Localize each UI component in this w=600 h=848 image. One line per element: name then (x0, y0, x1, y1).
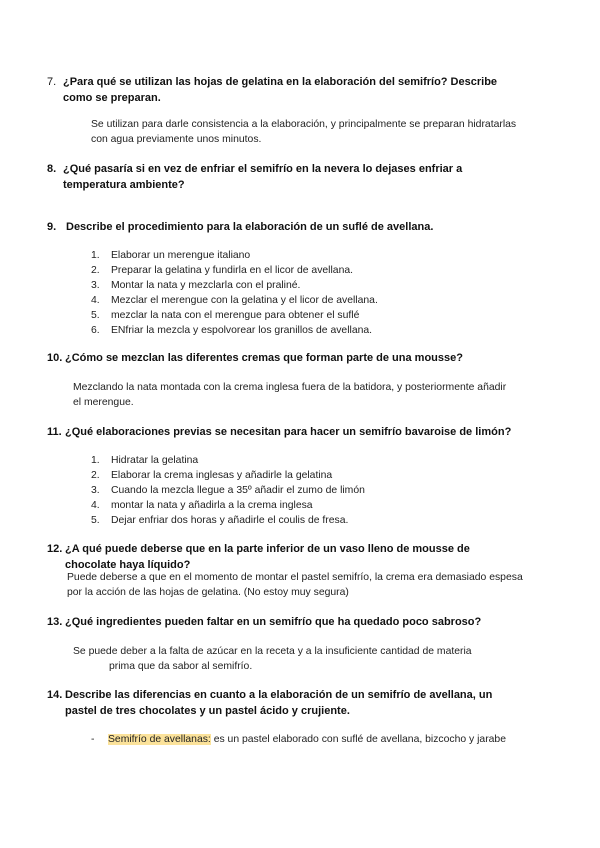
list-item: 3. Montar la nata y mezclarla con el praliné. (91, 280, 301, 291)
question-number: 14. (47, 689, 63, 701)
answer-12: Puede deberse a que en el momento de montar el pastel semifrío, la crema era demasiado espesa por la acción de las hojas de gelatina. (No estoy muy segura) (67, 572, 523, 598)
bullet-dash: - (91, 734, 95, 745)
question-number: 11. (47, 426, 62, 438)
question-text: ¿Qué ingredientes pueden faltar en un semifrío que ha quedado poco sabroso? (65, 616, 482, 628)
question-text: ¿Para qué se utilizan las hojas de gelatina en la elaboración del semifrío? Describe como se preparan. (63, 76, 498, 104)
question-number: 8. (47, 163, 57, 175)
list-item: 4. montar la nata y añadirla a la crema inglesa (91, 500, 313, 511)
list-item: 6. ENfriar la mezcla y espolvorear los granillos de avellana. (91, 325, 373, 336)
answer-7: Se utilizan para darle consistencia a la elaboración, y principalmente se preparan hidratarlas con agua previamente unos minutos. (91, 119, 517, 145)
question-text: ¿Cómo se mezclan las diferentes cremas que forman parte de una mousse? (65, 352, 463, 364)
steps-list-11 (91, 453, 365, 528)
answer-13-line-2: prima que da sabor al semifrío. (109, 661, 253, 672)
list-item: 5. Dejar enfriar dos horas y añadirle el coulis de fresa. (91, 515, 349, 526)
question-number: 10. (47, 352, 63, 364)
list-item: 2. Elaborar la crema inglesas y añadirle la gelatina (91, 470, 333, 481)
list-item: 4. Mezclar el merengue con la gelatina y el licor de avellana. (91, 295, 378, 306)
list-item: 5. mezclar la nata con el merengue para obtener el suflé (91, 310, 360, 321)
answer-14-bullet (108, 732, 528, 747)
question-number: 13. (47, 616, 63, 628)
bullet-text: es un pastel elaborado con suflé de avellana, bizcocho y jarabe (210, 734, 506, 745)
list-item: 1. Elaborar un merengue italiano (91, 250, 251, 261)
question-text: ¿Qué pasaría si en vez de enfriar el semifrío en la nevera lo dejases enfriar a temperatura ambiente? (63, 163, 463, 191)
steps-list-9 (91, 248, 378, 338)
question-number: 12. (47, 543, 63, 555)
answer-10: Mezclando la nata montada con la crema inglesa fuera de la batidora, y posteriormente añadir el merengue. (73, 382, 507, 408)
list-item: 3. Cuando la mezcla llegue a 35º añadir el zumo de limón (91, 485, 365, 496)
question-text: ¿Qué elaboraciones previas se necesitan para hacer un semifrío bavaroise de limón? (65, 426, 512, 438)
list-item: 1. Hidratar la gelatina (91, 455, 199, 466)
question-text: ¿A qué puede deberse que en la parte inferior de un vaso lleno de mousse de chocolate haya líquido? (65, 543, 470, 571)
question-text: Describe el procedimiento para la elaboración de un suflé de avellana. (66, 221, 434, 233)
question-text: Describe las diferencias en cuanto a la elaboración de un semifrío de avellana, un pastel de tres chocolates y un pastel ácido y crujiente. (65, 689, 493, 717)
question-number: 7. (47, 76, 57, 88)
highlighted-term: Semifrío de avellanas: (108, 734, 211, 745)
answer-13-line-1: Se puede deber a la falta de azúcar en la receta y a la insuficiente cantidad de materia (73, 646, 472, 657)
list-item: 2. Preparar la gelatina y fundirla en el licor de avellana. (91, 265, 354, 276)
question-number: 9. (47, 221, 57, 233)
